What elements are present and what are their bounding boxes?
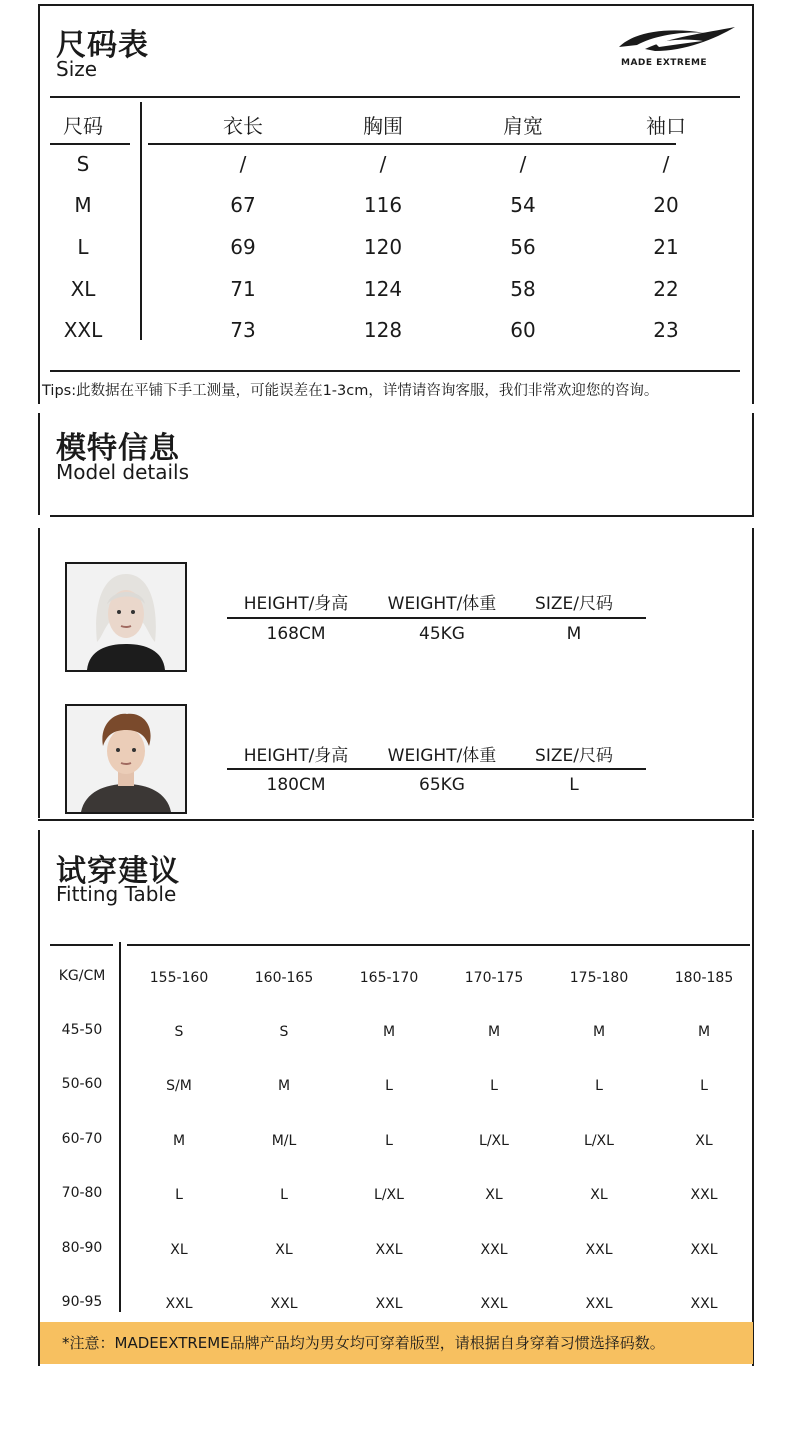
size-cell: 20 bbox=[653, 193, 679, 217]
fitting-size-cell: L bbox=[385, 1078, 393, 1094]
fitting-size-cell: XXL bbox=[690, 1187, 718, 1203]
fitting-size-cell: M bbox=[592, 1024, 606, 1040]
section-right-border bbox=[752, 413, 754, 515]
size-table-bottom-rule bbox=[50, 370, 740, 372]
fitting-size-cell: L bbox=[700, 1078, 708, 1094]
size-cell: 60 bbox=[510, 318, 536, 342]
fitting-size-cell: M/L bbox=[271, 1133, 297, 1149]
fitting-weight-label: 45-50 bbox=[61, 1022, 103, 1038]
size-cell: 67 bbox=[230, 193, 256, 217]
fitting-size-cell: L/XL bbox=[479, 1133, 509, 1149]
size-header-rule-right bbox=[148, 143, 676, 145]
size-cell: / bbox=[662, 152, 670, 176]
fitting-size-cell: XXL bbox=[375, 1242, 403, 1258]
fitting-divider bbox=[119, 942, 121, 1312]
fitting-corner-label: KG/CM bbox=[58, 968, 106, 984]
fitting-size-cell: XXL bbox=[480, 1242, 508, 1258]
size-cell: 124 bbox=[363, 277, 403, 301]
fitting-size-cell: S bbox=[279, 1024, 289, 1040]
size-cell: 128 bbox=[363, 318, 403, 342]
fitting-weight-label: 70-80 bbox=[61, 1185, 103, 1201]
section-top-border bbox=[38, 4, 754, 6]
fitting-weight-label: 60-70 bbox=[61, 1131, 103, 1147]
brand-name: MADE EXTREME bbox=[621, 58, 708, 68]
model-2-height: 180CM bbox=[266, 775, 326, 795]
model-portrait-image bbox=[67, 706, 185, 812]
fitting-size-cell: M bbox=[487, 1024, 501, 1040]
size-cell: 54 bbox=[510, 193, 536, 217]
fitting-size-cell: M bbox=[172, 1133, 186, 1149]
size-header-size: 尺码 bbox=[63, 114, 103, 138]
fitting-height-header: 160-165 bbox=[254, 970, 314, 986]
size-cell: 58 bbox=[510, 277, 536, 301]
fitting-size-cell: L bbox=[385, 1133, 393, 1149]
model-2-weight: 65KG bbox=[419, 775, 465, 795]
fitting-height-header: 170-175 bbox=[464, 970, 524, 986]
size-header-shoulder: 肩宽 bbox=[503, 114, 543, 138]
fitting-size-cell: M bbox=[697, 1024, 711, 1040]
fitting-size-cell: M bbox=[382, 1024, 396, 1040]
size-cell: / bbox=[519, 152, 527, 176]
section-left-border bbox=[38, 413, 40, 515]
model-2-rule bbox=[227, 768, 646, 770]
model-2-weight-label: WEIGHT/体重 bbox=[387, 746, 497, 766]
model-title-en: Model details bbox=[56, 460, 190, 484]
model-portrait-image bbox=[67, 564, 185, 670]
size-tips: Tips:此数据在平铺下手工测量，可能误差在1-3cm，详情请咨询客服，我们非常欢迎您的咨询。 bbox=[42, 383, 659, 399]
fitting-size-cell: L/XL bbox=[584, 1133, 614, 1149]
brand-swoosh-icon bbox=[615, 25, 740, 57]
size-cell: XXL bbox=[63, 318, 103, 342]
model-1-height-label: HEIGHT/身高 bbox=[243, 594, 349, 614]
model-1-height: 168CM bbox=[266, 624, 326, 644]
fitting-size-cell: L bbox=[595, 1078, 603, 1094]
fitting-weight-label: 90-95 bbox=[61, 1294, 103, 1310]
fitting-size-cell: S bbox=[174, 1024, 184, 1040]
fitting-corner-rule bbox=[50, 944, 113, 946]
model-2-height-label: HEIGHT/身高 bbox=[243, 746, 349, 766]
model-1-size-label: SIZE/尺码 bbox=[535, 594, 613, 614]
fitting-size-cell: XL bbox=[590, 1187, 608, 1203]
fitting-title-en: Fitting Table bbox=[56, 882, 177, 906]
size-cell: M bbox=[74, 193, 92, 217]
size-cell: 21 bbox=[653, 235, 679, 259]
size-cell: XL bbox=[70, 277, 96, 301]
size-cell: L bbox=[77, 235, 89, 259]
section-right-border bbox=[752, 830, 754, 1366]
fitting-title-cn: 试穿建议 bbox=[56, 854, 180, 889]
section-left-border bbox=[38, 4, 40, 404]
size-cell: 23 bbox=[653, 318, 679, 342]
model-2-size-label: SIZE/尺码 bbox=[535, 746, 613, 766]
fitting-height-header: 165-170 bbox=[359, 970, 419, 986]
fitting-size-cell: XL bbox=[485, 1187, 503, 1203]
fitting-size-cell: XXL bbox=[375, 1296, 403, 1312]
fitting-size-cell: XL bbox=[275, 1242, 293, 1258]
fitting-size-cell: L bbox=[280, 1187, 288, 1203]
fitting-size-cell: XXL bbox=[690, 1242, 718, 1258]
fitting-height-header: 155-160 bbox=[149, 970, 209, 986]
size-cell: 56 bbox=[510, 235, 536, 259]
fitting-size-cell: XXL bbox=[270, 1296, 298, 1312]
fitting-size-cell: L bbox=[175, 1187, 183, 1203]
fitting-height-header: 175-180 bbox=[569, 970, 629, 986]
section-right-border bbox=[752, 528, 754, 818]
size-header-cuff: 袖口 bbox=[646, 114, 686, 138]
size-title-en: Size bbox=[56, 57, 98, 81]
fitting-note: *注意：MADEEXTREME品牌产品均为男女均可穿着版型，请根据自身穿着习惯选择码数。 bbox=[40, 1322, 753, 1364]
model-title-cn: 模特信息 bbox=[56, 431, 180, 466]
size-title-cn: 尺码表 bbox=[56, 28, 149, 63]
model-section-bottom-rule bbox=[38, 819, 754, 821]
fitting-height-header: 180-185 bbox=[674, 970, 734, 986]
model-1-weight-label: WEIGHT/体重 bbox=[387, 594, 497, 614]
size-cell: S bbox=[76, 152, 90, 176]
size-header-rule-left bbox=[50, 143, 130, 145]
fitting-size-cell: XL bbox=[695, 1133, 713, 1149]
size-cell: 71 bbox=[230, 277, 256, 301]
model-photo-male bbox=[65, 704, 187, 814]
size-cell: 69 bbox=[230, 235, 256, 259]
size-table-top-rule bbox=[50, 96, 740, 98]
size-cell: 22 bbox=[653, 277, 679, 301]
size-cell: / bbox=[239, 152, 247, 176]
fitting-size-cell: XXL bbox=[165, 1296, 193, 1312]
size-header-length: 衣长 bbox=[223, 114, 263, 138]
fitting-size-cell: M bbox=[277, 1078, 291, 1094]
size-cell: 120 bbox=[363, 235, 403, 259]
model-1-weight: 45KG bbox=[419, 624, 465, 644]
model-1-size: M bbox=[566, 624, 582, 644]
size-cell: / bbox=[379, 152, 387, 176]
fitting-weight-label: 80-90 bbox=[61, 1240, 103, 1256]
fitting-top-rule bbox=[127, 944, 750, 946]
size-header-chest: 胸围 bbox=[363, 114, 403, 138]
fitting-size-cell: L bbox=[490, 1078, 498, 1094]
size-cell: 116 bbox=[363, 193, 403, 217]
section-right-border bbox=[752, 4, 754, 404]
fitting-size-cell: S/M bbox=[166, 1078, 192, 1094]
model-photo-female bbox=[65, 562, 187, 672]
fitting-size-cell: XXL bbox=[480, 1296, 508, 1312]
section-left-border bbox=[38, 830, 40, 1366]
fitting-size-cell: XL bbox=[170, 1242, 188, 1258]
fitting-size-cell: XXL bbox=[585, 1296, 613, 1312]
size-cell: 73 bbox=[230, 318, 256, 342]
section-left-border bbox=[38, 528, 40, 818]
model-1-rule bbox=[227, 617, 646, 619]
fitting-size-cell: XXL bbox=[585, 1242, 613, 1258]
fitting-weight-label: 50-60 bbox=[61, 1076, 103, 1092]
brand-logo bbox=[615, 25, 740, 71]
model-2-size: L bbox=[569, 775, 579, 795]
fitting-size-cell: L/XL bbox=[374, 1187, 404, 1203]
model-title-rule bbox=[50, 515, 754, 517]
size-table-divider bbox=[140, 102, 142, 340]
fitting-size-cell: XXL bbox=[690, 1296, 718, 1312]
